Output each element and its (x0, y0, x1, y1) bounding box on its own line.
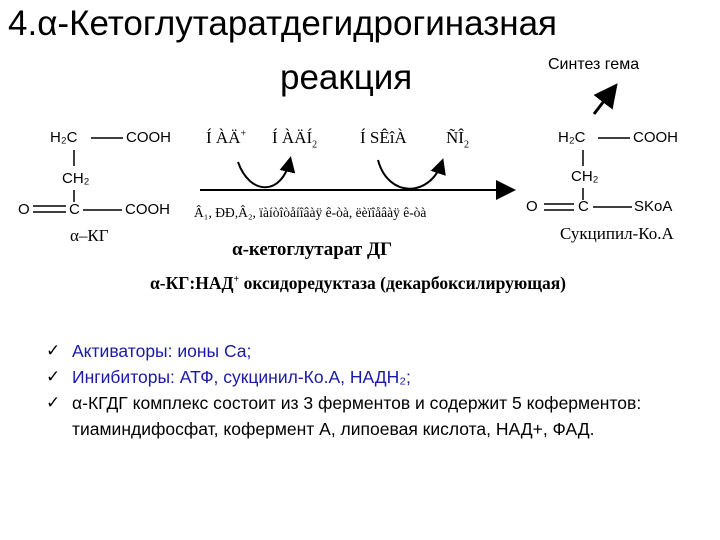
left-cooh-top: COOH (126, 129, 171, 146)
right-c: C (578, 198, 589, 215)
left-h2c: H₂C (50, 129, 78, 146)
left-molecule-name: α–КГ (70, 226, 109, 245)
heme-synthesis-label: Синтез гема (548, 56, 640, 73)
right-cooh-top: COOH (633, 129, 678, 146)
bullet-text: Активаторы: ионы Са; (72, 341, 252, 361)
slide-title-line1: 4.α-Кетоглутаратдегидрогиназная (8, 4, 557, 43)
left-o: O (18, 201, 30, 218)
bullet-text: Ингибиторы: АТФ, сукцинил-Ко.А, НАДН₂; (72, 367, 411, 387)
left-ch2: CH₂ (62, 170, 90, 187)
heme-arrow (594, 88, 614, 114)
right-h2c: H₂C (558, 129, 586, 146)
curved-arrow-koa (378, 160, 442, 189)
enzyme-name: α-кетоглутарат ДГ (232, 239, 393, 260)
left-cooh-bottom: COOH (125, 201, 170, 218)
bullet-text: α-КГДГ комплекс состоит из 3 ферментов и содержит 5 коферментов: тиаминдифосфат, кофермент А, липоевая кислота, НАД+, ФАД. (72, 393, 642, 439)
right-skoa: SKoA (634, 198, 673, 215)
slide-title-line2: реакция (280, 58, 413, 97)
right-ch2: CH₂ (571, 168, 599, 185)
bullet-list (46, 338, 706, 442)
check-icon: ✓ (46, 393, 61, 413)
check-icon: ✓ (46, 341, 61, 361)
bullet-inhibitors (46, 364, 706, 390)
bullet-activators (46, 338, 706, 364)
check-icon: ✓ (46, 367, 61, 387)
cofactor-nad: Í ÀÄ+ (206, 128, 247, 147)
bullet-complex (46, 390, 706, 442)
vitamin-list: Â₁, ÐÐ,Â₂, ïàíòîòåíîâàÿ ê-òà, ëèïîåâàÿ ê-òà (194, 205, 427, 220)
right-molecule-name: Сукципил-Ко.А (560, 224, 674, 243)
cofactor-co2: $ÑÎ_2$ (446, 128, 469, 151)
enzyme-full-name: α-КГ:НАД+ оксидоредуктаза (декарбоксилирующая) (150, 273, 567, 293)
left-c: C (69, 201, 80, 218)
right-o: O (526, 198, 538, 215)
cofactor-hskoa: Í SÊîÀ (360, 128, 407, 147)
cofactor-nadh2: Í $ÀÄÍ_2$ (272, 128, 318, 151)
curved-arrow-nad (238, 160, 290, 187)
